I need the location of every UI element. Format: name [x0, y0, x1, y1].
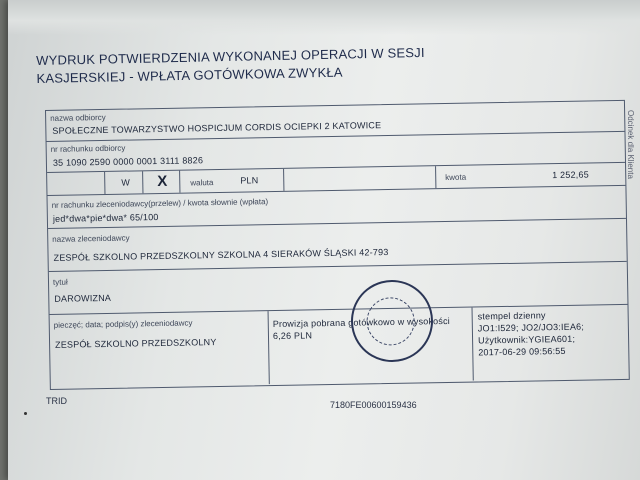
title-line-1: WYDRUK POTWIERDZENIA WYKONANEJ OPERACJI W SESJI: [36, 44, 425, 68]
divider: [472, 308, 474, 381]
signature-value: ZESPÓŁ SZKOLNO PRZEDSZKOLNY: [55, 337, 217, 350]
currency-value: PLN: [240, 175, 259, 186]
daily-stamp-line-2: Użytkownik:YGIEA601;: [478, 333, 576, 346]
transfer-form: [45, 100, 630, 390]
amount-value: 1 252,65: [552, 169, 589, 181]
w-checkmark: X: [157, 172, 168, 191]
amount-label: kwota: [445, 172, 467, 183]
receipt-paper: [8, 0, 640, 480]
purpose-value: DAROWIZNA: [54, 292, 112, 304]
fee-label: Prowizja pobrana gotówkowo w wysokości: [272, 315, 451, 330]
trid-label: TRID: [46, 396, 67, 406]
fee-value: 6,26 PLN: [272, 330, 313, 342]
w-label: W: [121, 177, 131, 188]
recipient-account-value: 35 1090 2590 0000 0001 3111 8826: [52, 155, 204, 168]
payer-label: nazwa zleceniodawcy: [52, 233, 130, 244]
divider: [435, 166, 436, 188]
recipient-label: nazwa odbiorcy: [50, 112, 106, 123]
payer-value: ZESPÓŁ SZKOLNO PRZEDSZKOLNY SZKOLNA 4 SIERAKÓW ŚLĄSKI 42-793: [53, 247, 389, 263]
daily-stamp-line-3: 2017-06-29 09:56:55: [478, 345, 566, 358]
payer-account-label: nr rachunku zleceniodawcy(przelew) / kwota słownie (wpłata): [51, 197, 269, 210]
divider: [179, 171, 180, 193]
divider: [283, 169, 284, 191]
daily-stamp-label: stempel dzienny: [477, 310, 546, 322]
transaction-id: 7180FE00600159436: [330, 400, 417, 410]
paper-speck: [24, 412, 27, 415]
divider: [104, 172, 105, 194]
recipient-account-label: nr rachunku odbiorcy: [50, 143, 126, 154]
paper-fold: [8, 0, 640, 35]
stamp-inner-ring: [358, 289, 424, 355]
amount-in-words: jed*dwa*pie*dwa* 65/100: [52, 212, 159, 224]
receipt-title: [36, 43, 457, 88]
bottom-row: [50, 305, 629, 388]
daily-stamp-line-1: JO1:I529; JO2/JO3:IEA6;: [477, 321, 585, 334]
currency-label: waluta: [190, 178, 214, 188]
purpose-label: tytuł: [52, 277, 68, 287]
signature-label: pieczęć; data; podpis(y) zleceniodawcy: [53, 318, 193, 330]
divider: [268, 311, 270, 384]
customer-copy-label: Odcinek dla Klienta: [626, 110, 635, 179]
recipient-value: SPOŁECZNE TOWARZYSTWO HOSPICJUM CORDIS OCIEPKI 2 KATOWICE: [52, 120, 382, 136]
divider: [142, 171, 143, 193]
title-line-2: KASJERSKIEJ - WPŁATA GOTÓWKOWA ZWYKŁA: [36, 64, 343, 86]
